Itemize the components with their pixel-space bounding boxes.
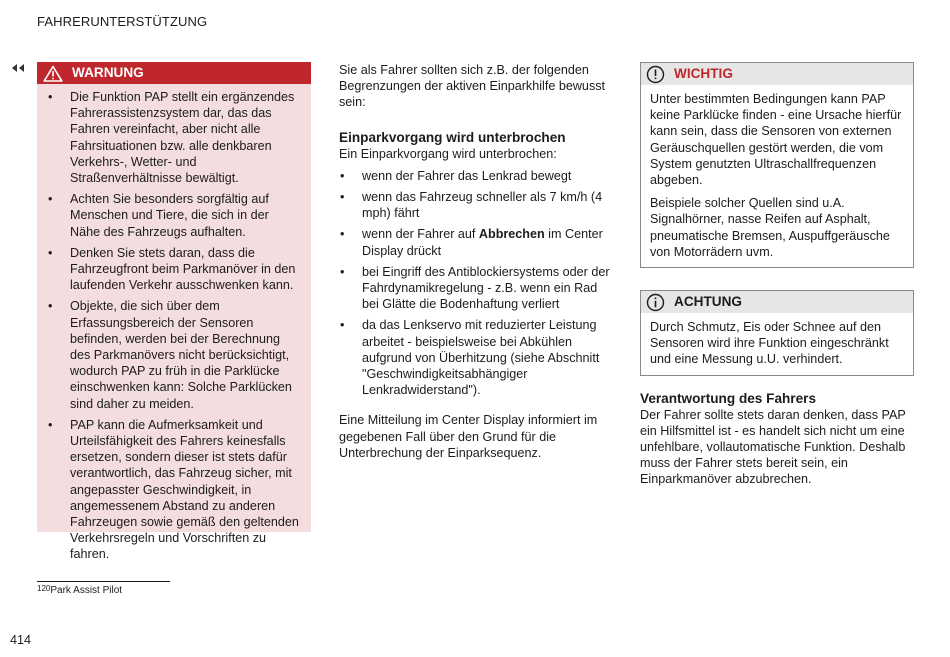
caution-header [641, 291, 913, 313]
double-chevron-left-icon[interactable] [10, 63, 26, 73]
page-number: 414 [10, 633, 32, 647]
warning-list [37, 84, 311, 563]
interruption-list [339, 168, 614, 399]
exclamation-circle-icon [646, 65, 665, 84]
caution-box [640, 290, 914, 376]
outro-paragraph: Eine Mitteilung im Center Display informiert im gegebenen Fall über den Grund für die Unterbrechung der Einparksequenz. [339, 413, 598, 460]
important-box [640, 62, 914, 268]
abbrechen-label: Abbrechen [478, 227, 545, 242]
subintro-paragraph: Ein Einparkvorgang wird unterbrochen: [339, 146, 557, 161]
footnote [37, 585, 122, 597]
list-item: • Die Funktion PAP stellt ein ergänzendes Fahrerassistenzsystem dar, das das Fahren vereinfacht, aber nicht alle Fahrsituationen bzw. alle denkbaren Verkehrs-, Wetter- und Straßenverhältnisse bewältigt. [48, 90, 295, 186]
list-item: • Denken Sie stets daran, dass die Fahrzeugfront beim Parkmanöver in den laufenden Verkehr ausschwenken kann. [48, 245, 296, 293]
section-heading-interruption: Einparkvorgang wird unterbrochen [339, 129, 566, 145]
list-item: • bei Eingriff des Antiblockiersystems oder der Fahrdynamikregelung - z.B. wenn ein Rad bei Glätte die Bodenhaftung verliert [340, 264, 610, 312]
list-item: • wenn der Fahrer auf Abbrechen im Center Display drückt [340, 227, 603, 258]
footnote-text: Park Assist Pilot [50, 585, 123, 596]
page-header-title: FAHRERUNTERSTÜTZUNG [37, 14, 208, 29]
footnote-divider [37, 581, 170, 582]
important-title: WICHTIG [674, 65, 733, 81]
footnote-number: 120 [37, 584, 51, 593]
list-item: • PAP kann die Aufmerksamkeit und Urteilsfähigkeit des Fahrers keinesfalls ersetzen, sondern dieser ist stets dafür verantwortlich, das Fahrzeug sicher, mit angepasster Geschwindigkeit, in angemessenem Abstand zu anderen Fahrzeugen sowie gemäß den geltenden Verkehrsregeln und Vorschriften zu fahren. [48, 417, 299, 562]
responsibility-paragraph: Der Fahrer sollte stets daran denken, dass PAP ein Hilfsmittel ist - es handelt sich nicht um eine unfehlbare, vollautomatische Funktion. Deshalb muss der Fahrer stets bereit sein, ein Einparkmanöver abzubrechen. [640, 407, 906, 487]
important-paragraph: Unter bestimmten Bedingungen kann PAP keine Parklücke finden - eine Ursache hierfür kann sein, dass die Sensoren von externen Geräuschquellen gestört werden, die vom System genutzten Ultraschallfrequenzen abgeben. [650, 92, 902, 188]
intro-paragraph: Sie als Fahrer sollten sich z.B. der folgenden Begrenzungen der aktiven Einparkhilfe bewusst sein: [339, 63, 606, 110]
list-item: • wenn das Fahrzeug schneller als 7 km/h (4 mph) fährt [340, 190, 603, 221]
info-circle-icon [646, 293, 665, 312]
list-item: • Achten Sie besonders sorgfältig auf Menschen und Tiere, die sich in der Nähe des Fahrzeugs aufhalten. [48, 192, 269, 239]
warning-box [37, 62, 311, 562]
list-item: • da das Lenkservo mit reduzierter Leistung arbeitet - beispielsweise bei Abkühlen aufgrund von Überhitzung (siehe Abschnitt "Geschwindigkeitsabhängiger Lenkradwiderstand"). [340, 318, 600, 398]
warning-triangle-icon [43, 65, 63, 82]
important-paragraph: Beispiele solcher Quellen sind u.A. Signalhörner, nasse Reifen auf Asphalt, pneumatische Bremsen, Auspuffgeräusche von Motorrädern uvm. [650, 196, 890, 259]
important-header [641, 63, 913, 85]
list-item: • wenn der Fahrer das Lenkrad bewegt [340, 168, 572, 183]
caution-paragraph: Durch Schmutz, Eis oder Schnee auf den Sensoren wird ihre Funktion eingeschränkt und eine Messung u.U. verhindert. [650, 320, 889, 367]
warning-header [37, 62, 311, 84]
list-item: • Objekte, die sich über dem Erfassungsbereich der Sensoren befinden, werden bei der Berechnung des Parkmanövers nicht berücksichtigt, wodurch PAP zu früh in die Parklücke einschwenken kann: Solche Parklücken sind daher zu meiden. [48, 299, 292, 411]
warning-title: WARNUNG [72, 64, 144, 80]
section-heading-responsibility: Verantwortung des Fahrers [640, 390, 817, 406]
caution-title: ACHTUNG [674, 293, 742, 309]
